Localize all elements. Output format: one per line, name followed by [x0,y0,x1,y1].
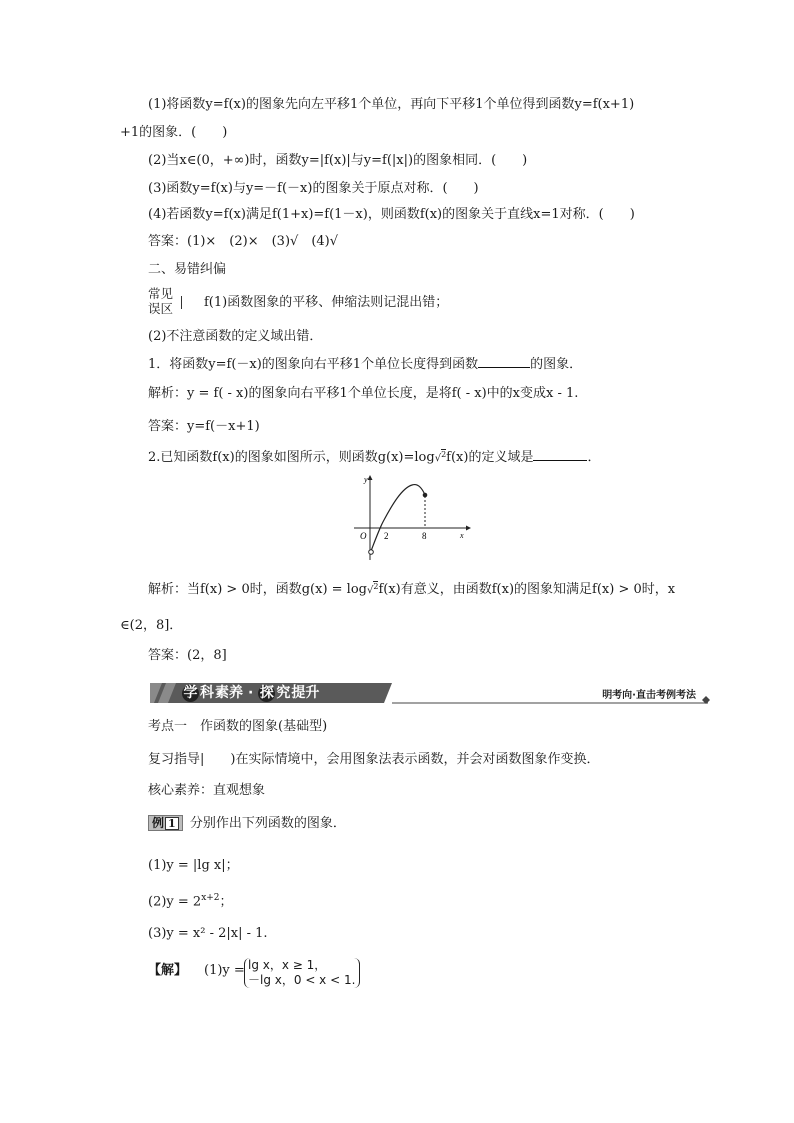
case-1: lg x，x ≥ 1， [248,958,327,972]
example-badge [148,815,183,831]
banner-char-1: 学 [183,685,198,701]
banner-char-4: 探 [259,685,274,701]
sqrt-radicand: 2 [441,450,447,459]
review-guide-label: 复习指导| [148,752,205,767]
example-badge-word: 例 [152,816,165,830]
section-banner [150,681,710,705]
problem-2-text: 2.已知函数f(x)的图象如图所示，则函数g(x)=log [148,450,435,465]
problem-1-solution: 解析：y = f( - x)的图象向右平移1个单位长度，是将f( - x)中的x变成x - 1. [148,386,579,401]
problem-2-solution [148,578,675,600]
review-guide [148,751,599,769]
q1-line-b: +1的图象．( ) [120,125,228,140]
solution-formula [204,962,245,980]
mistake-tag [148,286,173,316]
sqrt-radicand-2: 2 [373,582,379,591]
mistake-divider [181,296,182,309]
banner-char-2: 科 [200,685,214,701]
problem-2-text-mid: f(x)的定义域是 [446,450,534,465]
solution-text-a: 解析：当f(x) > 0时，函数g(x) = log [148,582,367,597]
banner-char-6: 提升 [291,685,320,701]
solution-text-b: f(x)有意义，由函数f(x)的图象知满足f(x) > 0时，x [378,582,676,597]
banner-title [182,684,319,702]
piecewise-cases [244,958,360,988]
case-2: －lg x，0 < x < 1. [248,973,356,987]
q1-line-a: (1)将函数y=f(x)的图象先向左平移1个单位，再向下平移1个单位得到函数y=f(x+1) [148,97,635,112]
y-axis-arrow [368,475,373,480]
sqrt-sign: √ [434,453,442,464]
q2-line: (2)当x∈(0，+∞)时，函数y=|f(x)|与y=f(|x|)的图象相同．( ) [148,153,528,168]
q4-line: (4)若函数y=f(x)满足f(1+x)=f(1－x)，则函数f(x)的图象关于直线x=1对称．( ) [148,207,635,222]
origin-label: O [360,531,367,541]
banner-char-3: 素养 [215,685,243,701]
tick-label-2: 2 [384,531,389,541]
review-guide-text: )在实际情境中，会用图象法表示函数，并会对函数图象作变换． [230,752,600,767]
problem-2-answer: 答案：(2，8] [148,648,227,663]
mistake-1: f(1)函数图象的平移、伸缩法则记混出错； [204,295,449,310]
banner-dot: · [248,685,254,701]
example-badge-number: 1 [165,817,179,830]
q3-line: (3)函数y=f(x)与y=－f(－x)的图象关于原点对称．( ) [148,181,479,196]
problem-1-text-end: 的图象． [530,357,583,372]
answer-line: 答案：(1)× (2)× (3)√ (4)√ [148,234,339,249]
solution-label: 【解】 [148,963,188,978]
example-1 [148,815,346,833]
curve [371,485,425,551]
function-1: (1)y = |lg x|； [148,858,239,873]
problem-1 [148,355,582,374]
function-graph [352,472,492,564]
mistake-tag-top: 常见 [148,286,174,301]
topic-1: 考点一 作函数的图象(基础型) [148,719,328,734]
mistake-2: (2)不注意函数的定义域出错． [148,329,323,344]
x-axis-arrow [466,526,471,531]
solution-pre: (1)y = [204,963,245,978]
banner-char-5: 究 [276,685,291,701]
section-title: 二、易错纠偏 [148,262,227,277]
sqrt-sign-2: √ [366,585,374,596]
mistake-tag-bottom: 误区 [148,301,174,316]
core-literacy: 核心素养：直观想象 [148,783,266,798]
function-2 [148,889,233,911]
x-label: x [460,531,464,540]
function-2-base: (2)y = 2 [148,894,202,910]
tick-label-8: 8 [422,531,427,541]
problem-1-text: 1．将函数y=f(－x)的图象向右平移1个单位长度得到函数 [148,357,479,372]
function-2-exponent: x+2 [201,893,220,903]
answer-blank [478,355,530,368]
open-endpoint [369,550,374,555]
problem-1-answer: 答案：y=f(－x+1) [148,419,260,434]
answer-blank-2 [533,448,587,461]
solution-start [148,962,187,980]
example-text: 分别作出下列函数的图象． [189,816,346,831]
problem-2-solution-cont: ∈(2，8]． [120,618,183,633]
y-label: y [364,475,368,484]
problem-2-text-end: ． [587,450,601,465]
closed-endpoint [423,493,428,498]
banner-right-text: 明考向·直击考例考法 [602,690,696,701]
function-2-end: ； [219,894,233,910]
problem-2 [148,446,600,468]
function-3: (3)y = x² - 2|x| - 1. [148,926,268,941]
